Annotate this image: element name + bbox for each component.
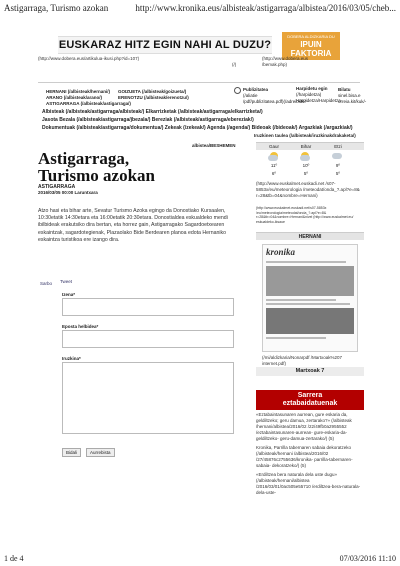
article-title-line-2: Turismo azokan [38, 166, 155, 185]
nav-row-dokumentuak[interactable]: Dokumentuak (/albisteak/astigarraga/dokumentua/) Zekeak (/zekeak/) Agenda (/agenda/) Bideoak (/bideoak/) Argazkiak (/argazkiak/) [42, 125, 353, 131]
cloud-icon [332, 153, 342, 159]
comment-textarea[interactable] [62, 362, 234, 434]
nav-arano[interactable]: ARANO (/albisteak/arano/) [46, 95, 103, 100]
weather-today-max: 11º [270, 163, 278, 168]
tweet-button[interactable]: Tweet [60, 279, 73, 284]
list-item[interactable]: Kronika, Parrilla tabernaren sabaia dekoratzeko (/albisteak/hernani /albistea/2016/02 /27/45876c2755636/kronika- parrilla-tabernaren-sabaia- dekoratzeko/) (5) [256, 445, 353, 468]
weather-after-min: 5º [335, 171, 341, 176]
print-page-number: 1 de 4 [4, 554, 24, 563]
publicity-link[interactable]: (/aliatie [243, 93, 258, 98]
nav-row-iruzkinak[interactable]: Iruzkinen taulea (/albisteak/iruzkinakdrakaketa/) [254, 133, 356, 138]
print-page-url: http://www.kronika.eus/albisteak/astigarraga/albistea/2016/03/05/cheb... [135, 3, 396, 13]
cover-line [266, 303, 350, 305]
cover-photo [266, 308, 354, 334]
article-category[interactable]: ASTIGARRAGA [38, 184, 76, 190]
most-discussed-title-1: Sarrera [297, 392, 323, 399]
cloud-icon [300, 155, 310, 161]
print-timestamp: 07/03/2016 11:10 [339, 554, 396, 563]
euskalmet-extra-link[interactable]: (http://www.euskalmet.euskadi.net/s07-5853x /eu/meteorologia/meteodat/onda_?.apl?e=8& r=28&tb=04&nombre=Hernani&nivel (http://www.euskalmet.eu/ eskualdeko-iksaue [256, 206, 354, 224]
name-input[interactable] [62, 298, 234, 316]
nav-hernani[interactable]: HERNANI (/albisteak/hernani/) [46, 89, 111, 94]
banner-link[interactable]: (http://www.dobera.eus/artikulua-ikusi.php?id=107) [38, 56, 140, 61]
name-label: Izena* [62, 292, 76, 297]
email-input[interactable] [62, 330, 234, 348]
publicity-label[interactable]: Publizitatea [243, 87, 269, 92]
search-extra-1[interactable]: sinel.bisa.e [338, 93, 361, 98]
subscribe-label[interactable]: Harpidetu egin [296, 86, 328, 91]
most-discussed-title-2: eztabaidatuenak [282, 400, 338, 407]
list-item[interactable]: «Erdiltzea bera naturala dela uste dugu» (/albisteak/hernani/albistea /2016/03/01/0ac505e55710 /erdiltzea-bera-naturala-dela-uste- [256, 472, 361, 495]
cover-line [266, 299, 336, 301]
comment-label: Iruzkina* [62, 356, 81, 361]
euskalmet-link[interactable]: (http://www.euskalmet.euskadi.net /s07-5853x/eu/meteorologia /meteodat/onda_?.apl?e=8& r=28&tb=04&nombre=Hernani) [256, 181, 360, 198]
subscribe-link-2[interactable]: Harpidetza/Harpidetza [296, 98, 341, 103]
newspaper-date: Martxoak 7 [256, 367, 364, 376]
subscribe-link[interactable]: (/harpidetza) [296, 92, 322, 97]
article-title [38, 150, 155, 184]
ad-link-1[interactable]: (http://www.dobera.eus [262, 56, 309, 61]
ad-big-text-1: IPUIN [300, 40, 322, 49]
weather-after-label: Etzi [334, 144, 342, 149]
nav-goizueta[interactable]: GOIZUETA (/albisteak/goizueta/) [118, 89, 187, 94]
newspaper-pdf-link[interactable]: (/mi/aldizkaria/Nonarpdf /Martxoak%207 internet.pdf) [262, 355, 343, 366]
article-tag[interactable]: albistea/BESHEMEN [192, 143, 236, 148]
article-body: Atzo hasi eta bihar arte, Sevatur Turismo Azoka egingo da Donostiako Kursaalen, 10:30etatik 14:30etara eta 16:00etatik 20:30etara. Donostialdea eskualdeko mendi ibilbideak erakutsiko dira bertan, eta horrez gain, Astigarragako Sagardoetxearen eskaintzak, sagardotegienak, Plazaolako Bide Berdearen planoa edota Hernaniko eskaintza turistikoa ere izango dira. [38, 208, 228, 243]
weather-header [256, 142, 364, 150]
weather-tomorrow-min: 5º [303, 171, 309, 176]
nav-astigarraga[interactable]: ASTIGARRAGA (/albisteak/astigarraga/) [46, 101, 131, 106]
send-button[interactable]: Bidali [62, 448, 81, 457]
list-item[interactable]: «Eztabaintasunaren aurrean, gure eskaria da, geldiltzeko; geru damua, zertarako?» (/albisteak /hernani/albistea/2016/02 /22/49fb0a2955552 /eztabaintasunaren-aurrean- gure-eskaria-da-geldiltzeko- geru-damua-zertarako/) (5) [256, 412, 352, 441]
newspaper-masthead: kronika [266, 247, 296, 257]
most-discussed-list [256, 412, 364, 496]
main-navigation [38, 82, 367, 138]
print-page-title: Astigarraga, Turismo azokan [4, 3, 109, 13]
nav-row-jasota[interactable]: Jasota Bezala (/albisteak/astigarraga/jbezala/) Bereziak (/albisteak/astigarraga/ebereziak/) [42, 117, 254, 123]
weather-after-max: 9º [335, 163, 341, 168]
share-link[interactable]: Sarbo [40, 281, 53, 286]
top-banner[interactable]: EUSKARAZ HITZ EGIN NAHI AL DUZU? [58, 36, 272, 54]
email-label: Eposta helbidea* [62, 324, 99, 329]
weather-today-label: Gaur [268, 144, 279, 149]
ad-big-text-2: FAKTORIA [290, 49, 332, 58]
ad-small-text: DOBERA ALDIZKARIA DU [287, 34, 335, 39]
most-discussed-header [256, 390, 364, 410]
publicity-pdf-link[interactable]: /pdf/publizitatea.pdf)(/adreibide/ [243, 99, 307, 104]
weather-tomorrow-max: 10º [302, 163, 310, 168]
cloud-icon [268, 155, 278, 161]
nav-row-albisteak[interactable]: Albisteak (/albisteak/astigarraga/albisteak/) Elkarrizketak (/albisteak/astigarraga/elkarrizketa/) [42, 109, 263, 115]
article-date: 2016/03/05 00:00 Laruntxara [38, 190, 98, 195]
cover-line [266, 337, 326, 339]
preview-button[interactable]: Aurrebista [86, 448, 115, 457]
weather-tomorrow-label: Bihar [300, 144, 312, 149]
search-extra-2[interactable]: orreia.kit/kuk/- [338, 99, 367, 104]
ad-link-2[interactable]: /bemak.php) [262, 62, 288, 67]
home-link[interactable]: (/) [232, 62, 237, 67]
weather-today-min: 6º [271, 171, 277, 176]
nav-erenotzu[interactable]: ERENOTZU (/albisteak/erenotzu/) [118, 95, 189, 100]
search-icon[interactable] [234, 87, 241, 94]
hernani-section-header: HERNANI [256, 232, 364, 240]
article-title-line-1: Astigarraga, [38, 149, 130, 168]
cover-line [266, 261, 346, 263]
search-label[interactable]: Bilatu [338, 87, 351, 92]
cover-photo [266, 266, 354, 296]
newspaper-cover[interactable] [262, 244, 358, 352]
